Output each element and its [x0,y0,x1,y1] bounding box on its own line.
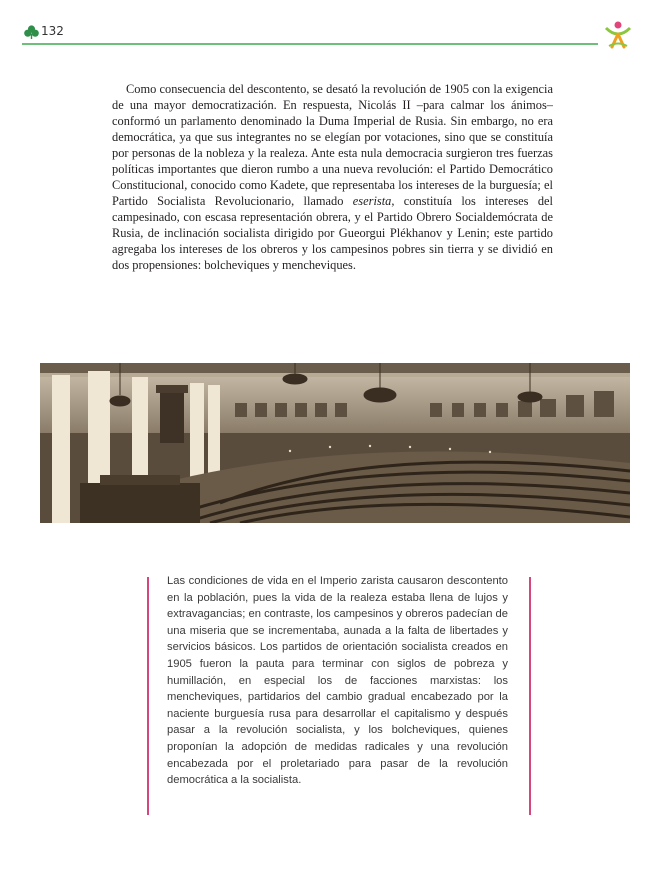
italic-term: eserista [352,194,392,208]
box-left-border [147,577,149,815]
main-paragraph-part-2: , constituía los intereses del campesinado, con escasa representación obrera, y el Partido Obrero Socialdemócrata de Rusia, de inclinación socialista dirigido por Gueorgui Plékhanov y Lenin; este partido agregaba los intereses de los obreros y los campesinos pobres sin tierra y se dividió en dos propensiones: bolcheviques y mencheviques. [112,194,553,272]
box-right-border [529,577,531,815]
figure-emblem-icon [603,20,633,50]
main-paragraph-part-1: Como consecuencia del descontento, se desató la revolución de 1905 con la exigencia de una mayor democratización. En respuesta, Nicolás II –para calmar los ánimos– conformó un parlamento denominado la Duma Imperial de Rusia. Sin embargo, no era democrática, ya que sus integrantes no se elegían por votaciones, sino que se constituía por personas de la nobleza y la realeza. Ante esta nula democracia surgieron tres fuerzas políticas importantes que dieron rumbo a una nueva revolución: el Partido Democrático Constitucional, conocido como Kadete, que representaba los intereses de la burguesía; el Partido Socialista Revolucionario, llamado [112,82,553,208]
main-paragraph [112,81,553,273]
sidebar-box-text: Las condiciones de vida en el Imperio zarista causaron descontento en la población, pues la vida de la realeza estaba llena de lujos y extravagancias; en contraste, los campesinos y obreros padecían de una miseria que se incrementaba, aunada a la falta de libertades y servicios básicos. Los partidos de orientación socialista creados en 1905 fueron la pauta para terminar con siglos de pobreza y humillación, en especial los de facciones marxistas: los mencheviques, partidarios del cambio gradual encabezado por la naciente burguesía rusa para desarrollar el capitalismo y después pasar a la revolución socialista, y los bolcheviques, quienes proponían la adopción de medidas radicales y una revolución encabezada por el proletariado para pasar de la revolución democrática a la socialista. [167,575,508,787]
page-number: 132 [41,24,64,38]
duma-chamber-photo [40,363,630,523]
header-rule [22,43,598,45]
clover-icon [24,25,39,39]
